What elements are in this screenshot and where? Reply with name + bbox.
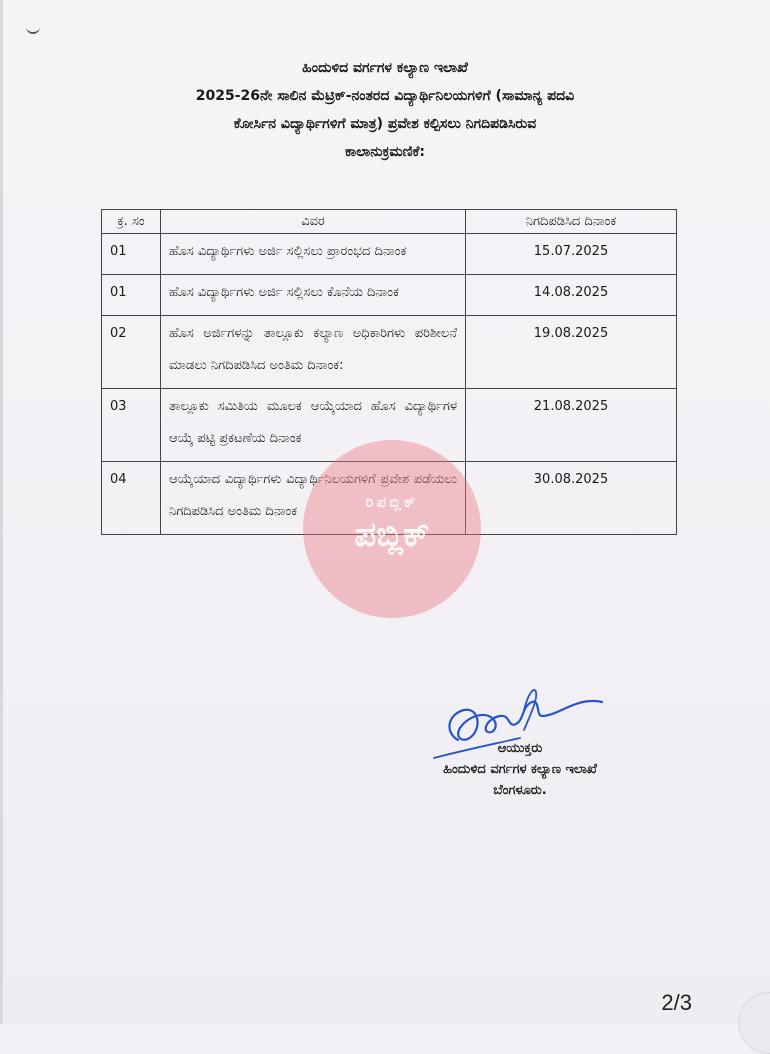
document-header — [60, 54, 710, 166]
row-details: ಹೊಸ ವಿದ್ಯಾರ್ಥಿಗಳು ಅರ್ಜಿ ಸಲ್ಲಿಸಲು ಪ್ರಾರಂಭದ ದಿನಾಂಕ — [161, 234, 466, 275]
signatory-title: ಆಯುಕ್ತರು — [497, 741, 543, 756]
row-sno: 02 — [102, 316, 161, 389]
table-header-row — [102, 210, 677, 234]
row-details: ಹೊಸ ಅರ್ಜಿಗಳನ್ನು ತಾಲ್ಲೂಕು ಕಲ್ಯಾಣ ಅಧಿಕಾರಿಗಳು ಪರಿಶೀಲನೆ ಮಾಡಲು ನಿಗದಿಪಡಿಸಿದ ಅಂತಿಮ ದಿನಾಂಕ: — [161, 316, 466, 389]
row-details: ಆಯ್ಕೆಯಾದ ವಿದ್ಯಾರ್ಥಿಗಳು ವಿದ್ಯಾರ್ಥಿನಿಲಯಗಳಿಗೆ ಪ್ರವೇಶ ಪಡೆಯಲು ನಿಗದಿಪಡಿಸಿದ ಅಂತಿಮ ದಿನಾಂಕ — [161, 462, 466, 535]
header-line-4: ಕಾಲಾನುಕ್ರಮಣಿಕೆ: — [344, 144, 426, 160]
row-date: 14.08.2025 — [466, 275, 677, 316]
header-line-3: ಕೋರ್ಸಿನ ವಿದ್ಯಾರ್ಥಿಗಳಿಗೆ ಮಾತ್ರ) ಪ್ರವೇಶ ಕಲ್ಪಿಸಲು ನಿಗದಿಪಡಿಸಿರುವ — [233, 116, 537, 132]
watermark-top-text: ರಿಪಬ್ಲಿಕ್ — [365, 493, 419, 511]
row-sno: 03 — [102, 389, 161, 462]
signatory-block — [360, 738, 680, 801]
header-department: ಹಿಂದುಳಿದ ವರ್ಗಗಳ ಕಲ್ಯಾಣ ಇಲಾಖೆ — [302, 60, 468, 76]
floating-action-button[interactable] — [738, 992, 770, 1054]
row-sno: 01 — [102, 234, 161, 275]
table-row — [102, 275, 677, 316]
signatory-city: ಬೆಂಗಳೂರು. — [493, 783, 547, 798]
table-row — [102, 316, 677, 389]
page-indicator: 2/3 — [661, 990, 692, 1015]
schedule-table — [101, 209, 677, 535]
header-details: ವಿವರ — [161, 210, 466, 234]
table-row — [102, 462, 677, 535]
row-date: 21.08.2025 — [466, 389, 677, 462]
row-date: 30.08.2025 — [466, 462, 677, 535]
back-gesture-icon[interactable] — [26, 22, 40, 34]
watermark-main-text: ಪಬ್ಲಿಕ್ — [354, 515, 430, 555]
header-sno: ಕ್ರ. ಸಂ — [102, 210, 161, 234]
row-details: ತಾಲ್ಲೂಕು ಸಮಿತಿಯ ಮೂಲಕ ಆಯ್ಕೆಯಾದ ಹೊಸ ವಿದ್ಯಾರ್ಥಿಗಳ ಆಯ್ಕೆ ಪಟ್ಟಿ ಪ್ರಕಟಣೆಯ ದಿನಾಂಕ — [161, 389, 466, 462]
table-row — [102, 389, 677, 462]
row-date: 15.07.2025 — [466, 234, 677, 275]
row-details: ಹೊಸ ವಿದ್ಯಾರ್ಥಿಗಳು ಅರ್ಜಿ ಸಲ್ಲಿಸಲು ಕೊನೆಯ ದಿನಾಂಕ — [161, 275, 466, 316]
header-line-2: 2025-26ನೇ ಸಾಲಿನ ಮೆಟ್ರಿಕ್-ನಂತರದ ವಿದ್ಯಾರ್ಥಿನಿಲಯಗಳಿಗೆ (ಸಾಮಾನ್ಯ ಪದವಿ — [195, 88, 575, 104]
header-date: ನಿಗದಿಪಡಿಸಿದ ದಿನಾಂಕ — [466, 210, 677, 234]
row-sno: 01 — [102, 275, 161, 316]
page-edge — [0, 0, 3, 1024]
row-sno: 04 — [102, 462, 161, 535]
row-date: 19.08.2025 — [466, 316, 677, 389]
table-row — [102, 234, 677, 275]
signatory-department: ಹಿಂದುಳಿದ ವರ್ಗಗಳ ಕಲ್ಯಾಣ ಇಲಾಖೆ — [443, 762, 597, 777]
